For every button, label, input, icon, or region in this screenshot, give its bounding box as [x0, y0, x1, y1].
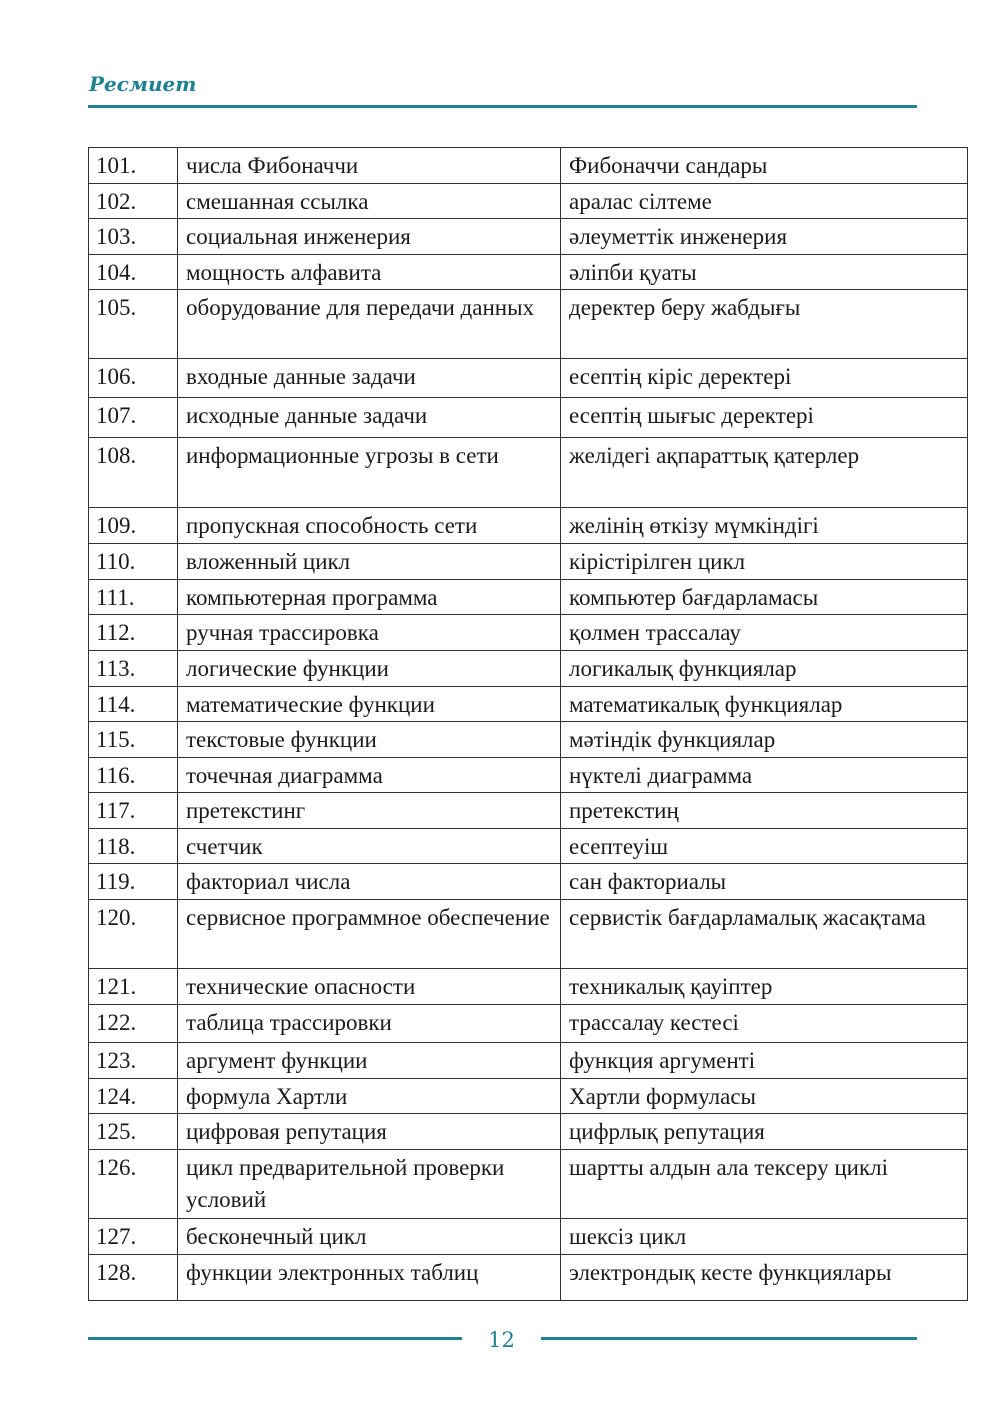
- term-number: 109.: [89, 508, 178, 544]
- term-russian: претекстинг: [178, 793, 561, 829]
- table-row: [89, 687, 968, 722]
- term-russian: пропускная способность сети: [178, 508, 561, 544]
- table-row: [89, 722, 968, 758]
- term-kazakh: нүктелі диаграмма: [561, 758, 968, 793]
- table-row: [89, 1005, 968, 1043]
- term-russian: логические функции: [178, 651, 561, 687]
- term-number: 112.: [89, 615, 178, 651]
- page-number: 12: [488, 1328, 515, 1352]
- term-number: 106.: [89, 359, 178, 398]
- term-kazakh: кірістірілген цикл: [561, 544, 968, 580]
- table-row: [89, 219, 968, 255]
- term-russian: сервисное программное обеспечение: [178, 900, 561, 969]
- term-russian: числа Фибоначчи: [178, 148, 561, 184]
- term-kazakh: претекстиң: [561, 793, 968, 829]
- table-row: [89, 829, 968, 864]
- table-row: [89, 1079, 968, 1114]
- term-number: 107.: [89, 398, 178, 438]
- term-russian: функции электронных таблиц: [178, 1255, 561, 1301]
- term-number: 122.: [89, 1005, 178, 1043]
- term-kazakh: техникалық қауіптер: [561, 969, 968, 1005]
- term-number: 119.: [89, 864, 178, 900]
- term-kazakh: әлеуметтік инженерия: [561, 219, 968, 255]
- term-number: 108.: [89, 438, 178, 508]
- table-row: [89, 580, 968, 615]
- term-russian: математические функции: [178, 687, 561, 722]
- term-kazakh: мәтіндік функциялар: [561, 722, 968, 758]
- term-number: 125.: [89, 1114, 178, 1150]
- term-russian: технические опасности: [178, 969, 561, 1005]
- term-number: 111.: [89, 580, 178, 615]
- term-russian: оборудование для передачи данных: [178, 290, 561, 359]
- term-kazakh: математикалық функциялар: [561, 687, 968, 722]
- term-kazakh: сервистік бағдарламалық жасақтама: [561, 900, 968, 969]
- table-row: [89, 184, 968, 219]
- term-kazakh: әліпби қуаты: [561, 255, 968, 290]
- term-number: 126.: [89, 1150, 178, 1219]
- term-russian: компьютерная программа: [178, 580, 561, 615]
- term-russian: цифровая репутация: [178, 1114, 561, 1150]
- term-kazakh: желідегі ақпараттық қатерлер: [561, 438, 968, 508]
- table-row: [89, 398, 968, 438]
- table-row: [89, 969, 968, 1005]
- term-kazakh: есептің шығыс деректері: [561, 398, 968, 438]
- term-russian: точечная диаграмма: [178, 758, 561, 793]
- term-russian: вложенный цикл: [178, 544, 561, 580]
- term-russian: смешанная ссылка: [178, 184, 561, 219]
- table-row: [89, 148, 968, 184]
- running-header-title: Ресмиет: [89, 72, 197, 96]
- glossary-table: [88, 147, 968, 1301]
- term-kazakh: деректер беру жабдығы: [561, 290, 968, 359]
- table-row: [89, 1255, 968, 1301]
- footer-divider-left: [88, 1337, 462, 1340]
- term-kazakh: сан факториалы: [561, 864, 968, 900]
- term-number: 124.: [89, 1079, 178, 1114]
- term-number: 105.: [89, 290, 178, 359]
- term-kazakh: цифрлық репутация: [561, 1114, 968, 1150]
- term-russian: факториал числа: [178, 864, 561, 900]
- table-row: [89, 544, 968, 580]
- table-row: [89, 359, 968, 398]
- term-number: 120.: [89, 900, 178, 969]
- term-number: 123.: [89, 1043, 178, 1079]
- term-kazakh: есептің кіріс деректері: [561, 359, 968, 398]
- term-number: 128.: [89, 1255, 178, 1301]
- table-row: [89, 1114, 968, 1150]
- term-number: 121.: [89, 969, 178, 1005]
- term-number: 102.: [89, 184, 178, 219]
- term-kazakh: трассалау кестесі: [561, 1005, 968, 1043]
- term-number: 104.: [89, 255, 178, 290]
- table-row: [89, 438, 968, 508]
- term-number: 110.: [89, 544, 178, 580]
- term-kazakh: желінің өткізу мүмкіндігі: [561, 508, 968, 544]
- term-kazakh: электрондық кесте функциялары: [561, 1255, 968, 1301]
- term-russian: формула Хартли: [178, 1079, 561, 1114]
- table-row: [89, 900, 968, 969]
- term-kazakh: шексіз цикл: [561, 1219, 968, 1255]
- term-number: 117.: [89, 793, 178, 829]
- term-number: 101.: [89, 148, 178, 184]
- term-number: 127.: [89, 1219, 178, 1255]
- table-row: [89, 864, 968, 900]
- table-row: [89, 615, 968, 651]
- term-russian: входные данные задачи: [178, 359, 561, 398]
- term-kazakh: қолмен трассалау: [561, 615, 968, 651]
- term-kazakh: шартты алдын ала тексеру циклі: [561, 1150, 968, 1219]
- term-number: 116.: [89, 758, 178, 793]
- table-row: [89, 508, 968, 544]
- footer-divider-right: [541, 1337, 917, 1340]
- header-divider: [88, 105, 917, 108]
- table-row: [89, 651, 968, 687]
- term-russian: таблица трассировки: [178, 1005, 561, 1043]
- term-kazakh: Хартли формуласы: [561, 1079, 968, 1114]
- term-russian: мощность алфавита: [178, 255, 561, 290]
- term-russian: социальная инженерия: [178, 219, 561, 255]
- term-number: 115.: [89, 722, 178, 758]
- table-row: [89, 1043, 968, 1079]
- table-row: [89, 793, 968, 829]
- term-russian: исходные данные задачи: [178, 398, 561, 438]
- term-kazakh: есептеуіш: [561, 829, 968, 864]
- term-number: 118.: [89, 829, 178, 864]
- table-row: [89, 1219, 968, 1255]
- term-russian: цикл предварительной проверки условий: [178, 1150, 561, 1219]
- term-kazakh: компьютер бағдарламасы: [561, 580, 968, 615]
- table-row: [89, 290, 968, 359]
- term-russian: бесконечный цикл: [178, 1219, 561, 1255]
- term-russian: ручная трассировка: [178, 615, 561, 651]
- term-russian: аргумент функции: [178, 1043, 561, 1079]
- term-kazakh: Фибоначчи сандары: [561, 148, 968, 184]
- term-russian: счетчик: [178, 829, 561, 864]
- term-russian: информационные угрозы в сети: [178, 438, 561, 508]
- term-kazakh: функция аргументі: [561, 1043, 968, 1079]
- glossary-table-body: [89, 148, 968, 1301]
- term-number: 103.: [89, 219, 178, 255]
- term-kazakh: логикалық функциялар: [561, 651, 968, 687]
- table-row: [89, 255, 968, 290]
- term-number: 113.: [89, 651, 178, 687]
- table-row: [89, 758, 968, 793]
- term-number: 114.: [89, 687, 178, 722]
- term-kazakh: аралас сілтеме: [561, 184, 968, 219]
- table-row: [89, 1150, 968, 1219]
- term-russian: текстовые функции: [178, 722, 561, 758]
